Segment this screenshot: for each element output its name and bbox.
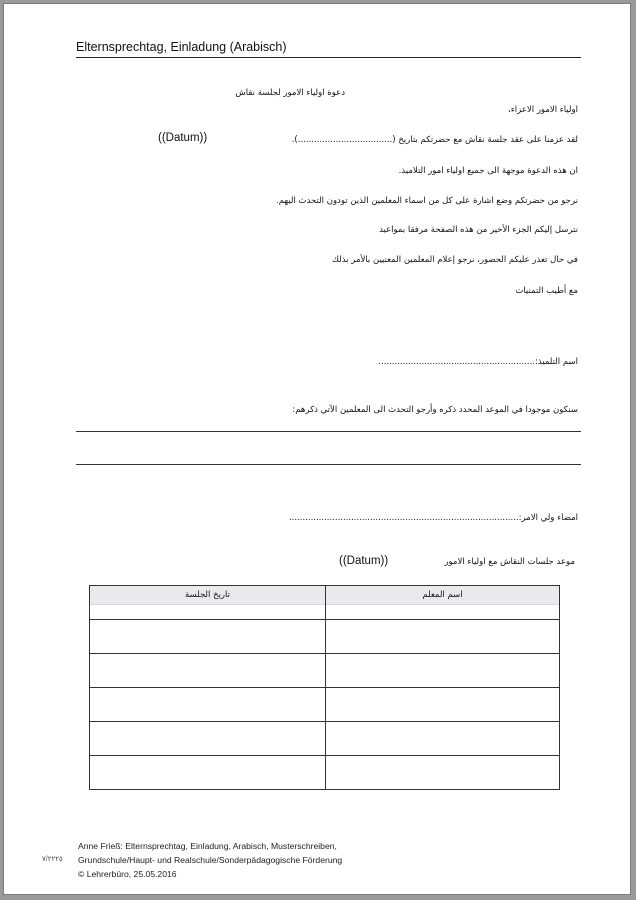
table-cell-date xyxy=(90,722,326,756)
letter-line-date: لقد عزمنا على عقد جلسة نقاش مع حضرتكم بتاريخ (...................................). xyxy=(291,135,578,145)
table-cell-date xyxy=(90,756,326,790)
date-placeholder-2: ((Datum)) xyxy=(339,555,389,567)
table-cell-teacher xyxy=(326,654,560,688)
document-page xyxy=(3,3,631,895)
letter-greeting: اولياء الامور الاعزاء، xyxy=(508,105,578,115)
footer-side-code: ٧/٢٢٢٥ xyxy=(42,856,63,863)
student-name-field: اسم التلميذ:.......................................................... xyxy=(378,357,578,367)
date-placeholder-1: ((Datum)) xyxy=(158,132,208,144)
table-cell-teacher xyxy=(326,620,560,654)
attendance-line: سنكون موجودا في الموعد المحدد ذكره وأرجو التحدث الى المعلمين الآتي ذكرهم: xyxy=(292,405,578,415)
table-cell-teacher xyxy=(326,756,560,790)
letter-line-send-back: نترسل إليكم الجزء الأخير من هذه الصفحة مرفقا بمواعيد xyxy=(379,225,578,235)
header-divider xyxy=(76,57,581,58)
letter-line-mark-teachers: نرجو من حضرتكم وضع اشارة على كل من اسماء المعلمين الذين تودون التحدث اليهم. xyxy=(276,196,578,206)
table-cell-teacher xyxy=(326,688,560,722)
footer-copyright: © Lehrerbüro, 25.05.2016 xyxy=(78,869,177,879)
document-header-title: Elternsprechtag, Einladung (Arabisch) xyxy=(76,40,287,54)
appointments-label: موعد جلسات النقاش مع اولياء الامور xyxy=(444,557,575,567)
table-row xyxy=(90,688,560,722)
letter-closing: مع أطيب التمنيات xyxy=(515,286,578,296)
letter-line-absence: في حال تعذر عليكم الحضور، نرجو إعلام المعلمين المعنيين بالأمر بذلك xyxy=(331,255,578,265)
table-row xyxy=(90,722,560,756)
letter-line-all-parents: ان هذه الدعوة موجهة الى جميع اولياء امور التلاميذ. xyxy=(398,166,578,176)
footer-line-1: Anne Frieß: Elternsprechtag, Einladung, Arabisch, Musterschreiben, xyxy=(78,841,337,851)
table-cell-teacher xyxy=(326,722,560,756)
signature-field: امضاء ولي الامر:..................................................................................... xyxy=(288,513,578,523)
footer-line-2: Grundschule/Haupt- und Realschule/Sonderpädagogische Förderung xyxy=(78,855,343,865)
table-cell-date xyxy=(90,688,326,722)
write-in-line-1 xyxy=(76,431,581,432)
table-row xyxy=(90,756,560,790)
table-row xyxy=(90,620,560,654)
table-header-row xyxy=(90,586,560,620)
table-header-session-date: تاريخ الجلسة xyxy=(90,586,326,620)
table-cell-date xyxy=(90,620,326,654)
letter-heading: دعوة اولياء الامور لجلسة نقاش xyxy=(235,88,345,98)
document-footer xyxy=(78,839,342,881)
write-in-line-2 xyxy=(76,464,581,465)
appointment-table xyxy=(89,585,560,790)
table-row xyxy=(90,654,560,688)
table-header-teacher-name: اسم المعلم xyxy=(326,586,560,620)
table-cell-date xyxy=(90,654,326,688)
